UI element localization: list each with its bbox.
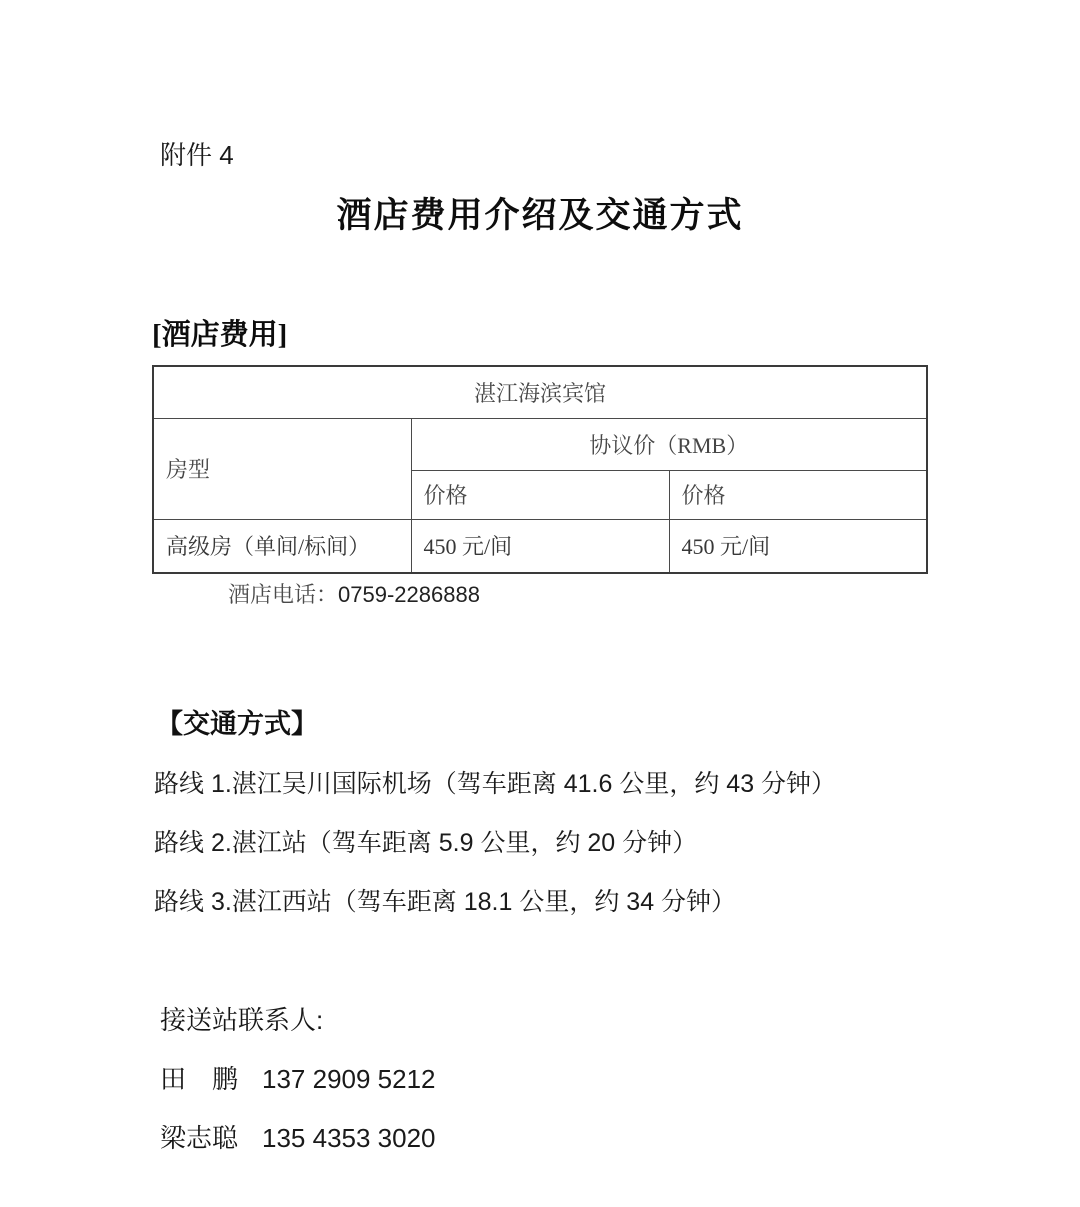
route-line-2: 路线 2.湛江站（驾车距离 5.9 公里，约 20 分钟）: [154, 829, 698, 857]
room-type-cell: 高级房（单间/标间）: [153, 519, 411, 573]
contact-phone: 137 2909 5212: [262, 1064, 436, 1094]
contacts-heading: 接送站联系人:: [160, 1005, 324, 1035]
hotel-phone-label: 酒店电话：: [228, 582, 339, 607]
route-line-3: 路线 3.湛江西站（驾车距离 18.1 公里，约 34 分钟）: [154, 888, 737, 916]
contact-phone: 135 4353 3020: [262, 1123, 436, 1153]
contact-name: 梁志聪: [160, 1123, 239, 1153]
table-row-hotel-name: [153, 366, 927, 418]
room-type-header-cell: 房型: [153, 418, 411, 519]
contact-line: [160, 1064, 928, 1094]
table-row-price-group: [153, 418, 927, 470]
page-title: 酒店费用介绍及交通方式: [336, 196, 744, 235]
hotel-name-cell: 湛江海滨宾馆: [153, 366, 927, 418]
transport-heading: 【交通方式】: [156, 709, 318, 739]
price-header-2-cell: 价格: [669, 470, 927, 519]
attachment-label: 附件 4: [160, 140, 234, 170]
route-line-1: 路线 1.湛江吴川国际机场（驾车距离 41.6 公里，约 43 分钟）: [154, 770, 837, 798]
hotel-phone-line: [152, 581, 928, 609]
price-2-cell: 450 元/间: [669, 519, 927, 573]
price-header-1-cell: 价格: [411, 470, 669, 519]
hotel-phone-number: 0759-2286888: [338, 582, 480, 607]
price-1-cell: 450 元/间: [411, 519, 669, 573]
price-group-header-cell: 协议价（RMB）: [411, 418, 927, 470]
contact-line: [160, 1123, 928, 1153]
table-row-room-data: [153, 519, 927, 573]
hotel-fee-heading: [酒店费用]: [152, 319, 288, 351]
hotel-fee-table: [152, 365, 928, 574]
contact-name: 田 鹏: [160, 1064, 239, 1094]
